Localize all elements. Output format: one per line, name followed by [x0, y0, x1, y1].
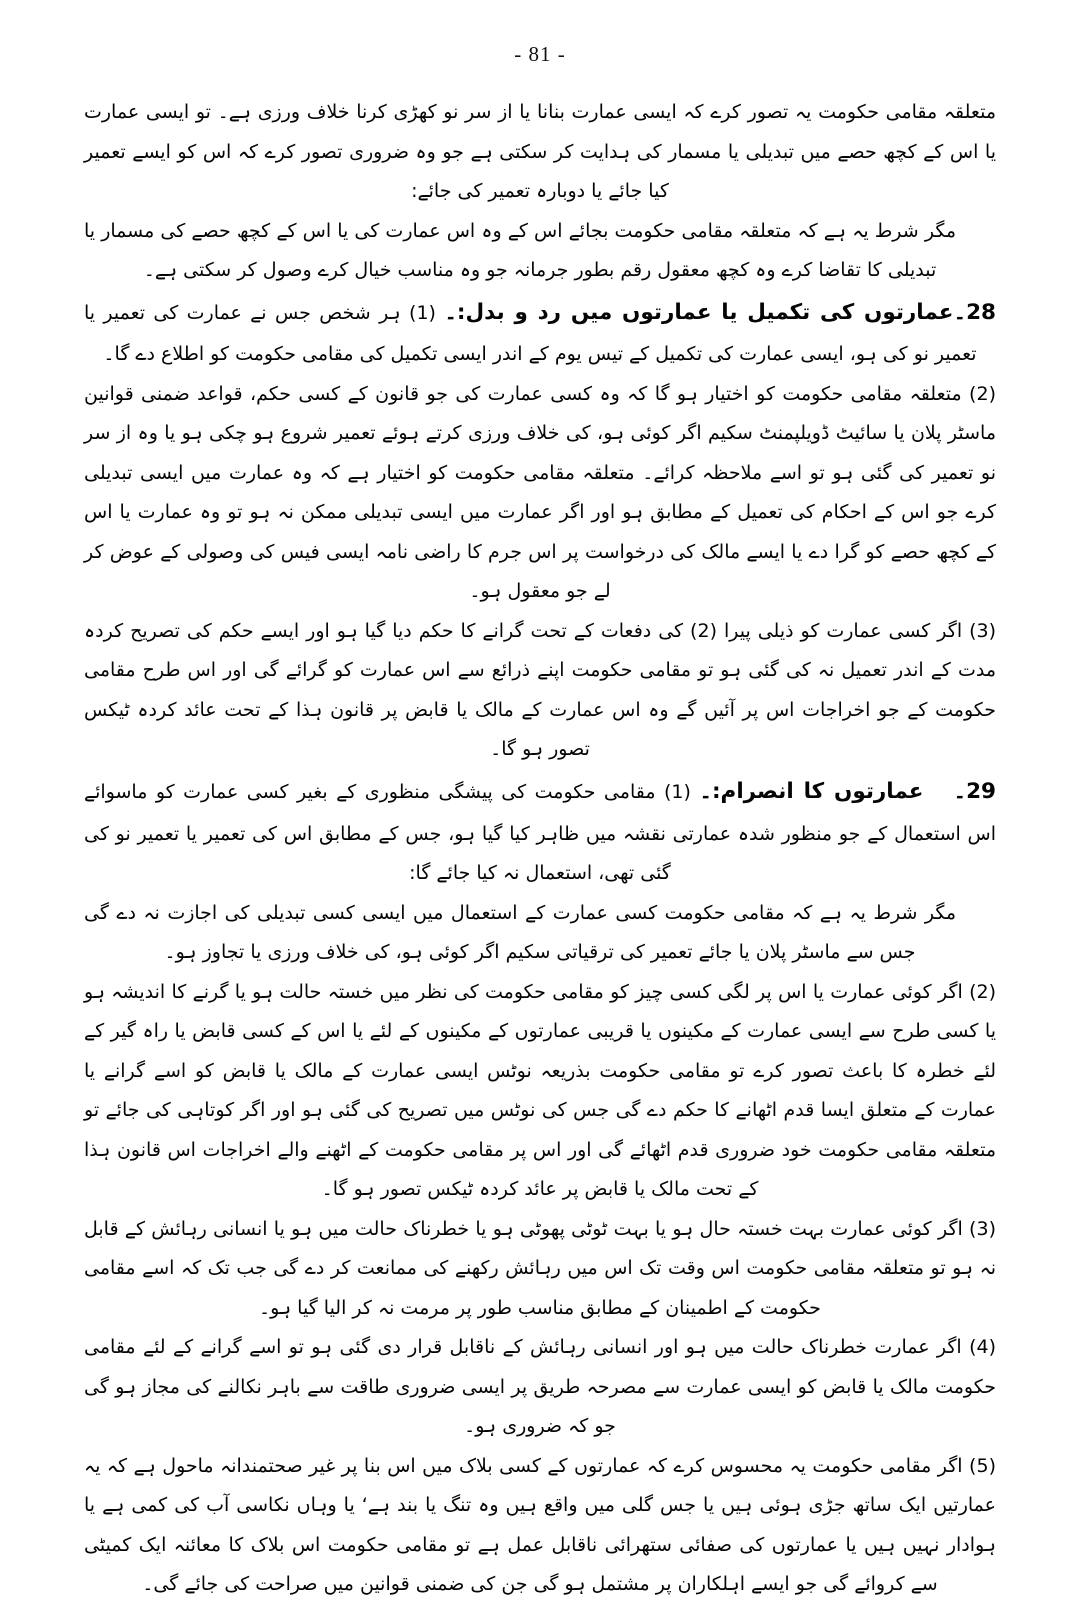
- section-28-title: عمارتوں کی تکمیل یا عمارتوں میں رد و بدل:۔: [444, 299, 954, 325]
- section-28: [84, 291, 996, 375]
- section-28-clause-1: (1) ہر شخص جس نے عمارت کی تعمیر یا تعمیر نو کی ہو، ایسی عمارت کی تکمیل کے تیس یوم کے اندر ایسی تکمیل کی مقامی حکومت کو اطلاع دے گا۔: [84, 301, 977, 366]
- section-29-proviso: مگر شرط یہ ہے کہ مقامی حکومت کسی عمارت کے استعمال میں ایسی کسی تبدیلی کی اجازت نہ دے گی جس سے ماسٹر پلان یا جائے تعمیر کی ترقیاتی سکیم اگر کوئی ہو، کی خلاف ورزی یا تجاوز ہو۔: [84, 901, 956, 964]
- section-29-clause-2: (2) اگر کوئی عمارت یا اس پر لگی کسی چیز کو مقامی حکومت کی نظر میں خستہ حالت ہو یا گرنے کا اندیشہ ہو یا کسی طرح سے ایسی عمارت کے مکینوں یا قریبی عمارتوں کے مکینوں کے لئے یا اس کے کسی قابض یا راہ گیر کے لئے خطرہ کا باعث تصور کرے تو مقامی حکومت بذریعہ نوٹس ایسی عمارت کے مالک یا قابض کو اسے گرانے یا عمارت کے متعلق ایسا قدم اٹھانے کا حکم دے گی جس کی نوٹس میں تصریح کی گئی ہو اور اگر کوتاہی کی جائے تو متعلقہ مقامی حکومت خود ضروری قدم اٹھائے گی اور اس پر مقامی حکومت کے اٹھنے والے اخراجات اس قانون ہذا کے تحت مالک یا قابض پر عائد کردہ ٹیکس تصور ہو گا۔: [84, 980, 996, 1201]
- section-29-clause-1: (1) مقامی حکومت کی پیشگی منظوری کے بغیر کسی عمارت کو ماسوائے اس استعمال کے جو منظور شدہ عمارتی نقشہ میں ظاہر کیا گیا ہو، جس کے مطابق اس کی تعمیر یا تعمیر نو کی گئی تھی، استعمال نہ کیا جائے گا:: [84, 780, 996, 885]
- section-29-number: 29۔: [953, 778, 997, 804]
- section-29-clause-5: (5) اگر مقامی حکومت یہ محسوس کرے کہ عمارتوں کے کسی بلاک میں اس بنا پر غیر صحتمندانہ ماحول ہے کہ یہ عمارتیں ایک ساتھ جڑی ہوئی ہیں یا جس گلی میں واقع ہیں وہ تنگ یا بند ہے‘ یا وہاں نکاسی آب کی کمی ہے یا ہوادار نہیں ہیں یا عمارتوں کی صفائی ستھرائی ناقابل عمل ہے تو مقامی حکومت اس بلاک کا معائنہ ایک کمیٹی سے کروائے گی جو ایسے اہلکاران پر مشتمل ہو گی جن کی ضمنی قوانین میں صراحت کی جائے گی۔: [84, 1454, 996, 1596]
- section-29-title: عمارتوں کا انصرام:۔: [699, 778, 924, 804]
- page-number: - 81 -: [514, 42, 566, 66]
- document-body: [84, 93, 996, 1605]
- section-28-clause-2: (2) متعلقہ مقامی حکومت کو اختیار ہو گا کہ وہ کسی عمارت کی جو قانون کے کسی حکم، قواعد ضمنی قوانین ماسٹر پلان یا سائیٹ ڈویلپمنٹ سکیم اگر کوئی ہو، کی خلاف ورزی کرتے ہوئے تعمیر شروع ہو چکی ہو یا وہ از سر نو تعمیر کی گئی ہو تو اسے ملاحظہ کرائے۔ متعلقہ مقامی حکومت کو اختیار ہے کہ وہ عمارت میں ایسی تبدیلی کرے جو اس کے احکام کی تعمیل کے مطابق ہو اور اگر عمارت میں ایسی تبدیلی ممکن نہ ہو تو وہ عمارت یا اس کے کچھ حصے کو گرا دے یا ایسے مالک کی درخواست پر اس جرم کا راضی نامہ ایسی فیس کی وصولی کے عوض کر لے جو معقول ہو۔: [84, 382, 996, 603]
- section-29-clause-3: (3) اگر کوئی عمارت بہت خستہ حال ہو یا بہت ٹوٹی پھوٹی ہو یا خطرناک حالت میں ہو یا انسانی رہائش کے قابل نہ ہو تو متعلقہ مقامی حکومت اس وقت تک اس میں رہائش رکھنے کی ممانعت کر دے گی جب تک کہ اسے مقامی حکومت کے اطمینان کے مطابق مناسب طور پر مرمت نہ کر الیا گیا ہو۔: [84, 1217, 996, 1319]
- paragraph-proviso: مگر شرط یہ ہے کہ متعلقہ مقامی حکومت بجائے اس کے وہ اس عمارت کی یا اس کے کچھ حصے کی مسمار یا تبدیلی کا تقاضا کرے وہ کچھ معقول رقم بطور جرمانہ جو وہ مناسب خیال کرے وصول کر سکتی ہے۔: [84, 219, 956, 282]
- section-29: [84, 770, 996, 894]
- section-28-number: 28۔: [953, 299, 997, 325]
- section-28-clause-3: (3) اگر کسی عمارت کو ذیلی پیرا (2) کی دفعات کے تحت گرانے کا حکم دیا گیا ہو اور ایسے حکم کی تصریح کردہ مدت کے اندر تعمیل نہ کی گئی ہو تو مقامی حکومت اپنے ذرائع سے اس عمارت کو گرائے گی اور اس طرح مقامی حکومت کے جو اخراجات اس پر آئیں گے وہ اس عمارت کے مالک یا قابض پر قانون ہذا کے تحت عائد کردہ ٹیکس تصور ہو گا۔: [84, 619, 997, 761]
- paragraph-continuation: متعلقہ مقامی حکومت یہ تصور کرے کہ ایسی عمارت بنانا یا از سر نو کھڑی کرنا خلاف ورزی ہے۔ تو ایسی عمارت یا اس کے کچھ حصے میں تبدیلی یا مسمار کی ہدایت کر سکتی ہے جو وہ ضروری تصور کرے کہ اس کو ایسے تعمیر کیا جائے یا دوبارہ تعمیر کی جائے:: [84, 101, 996, 203]
- section-29-clause-4: (4) اگر عمارت خطرناک حالت میں ہو اور انسانی رہائش کے ناقابل قرار دی گئی ہو تو اسے گرانے کے لئے مقامی حکومت مالک یا قابض کو ایسی عمارت سے مصرحہ طریق پر ایسی ضروری طاقت سے باہر نکالنے کی مجاز ہو گی جو کہ ضروری ہو۔: [84, 1336, 996, 1438]
